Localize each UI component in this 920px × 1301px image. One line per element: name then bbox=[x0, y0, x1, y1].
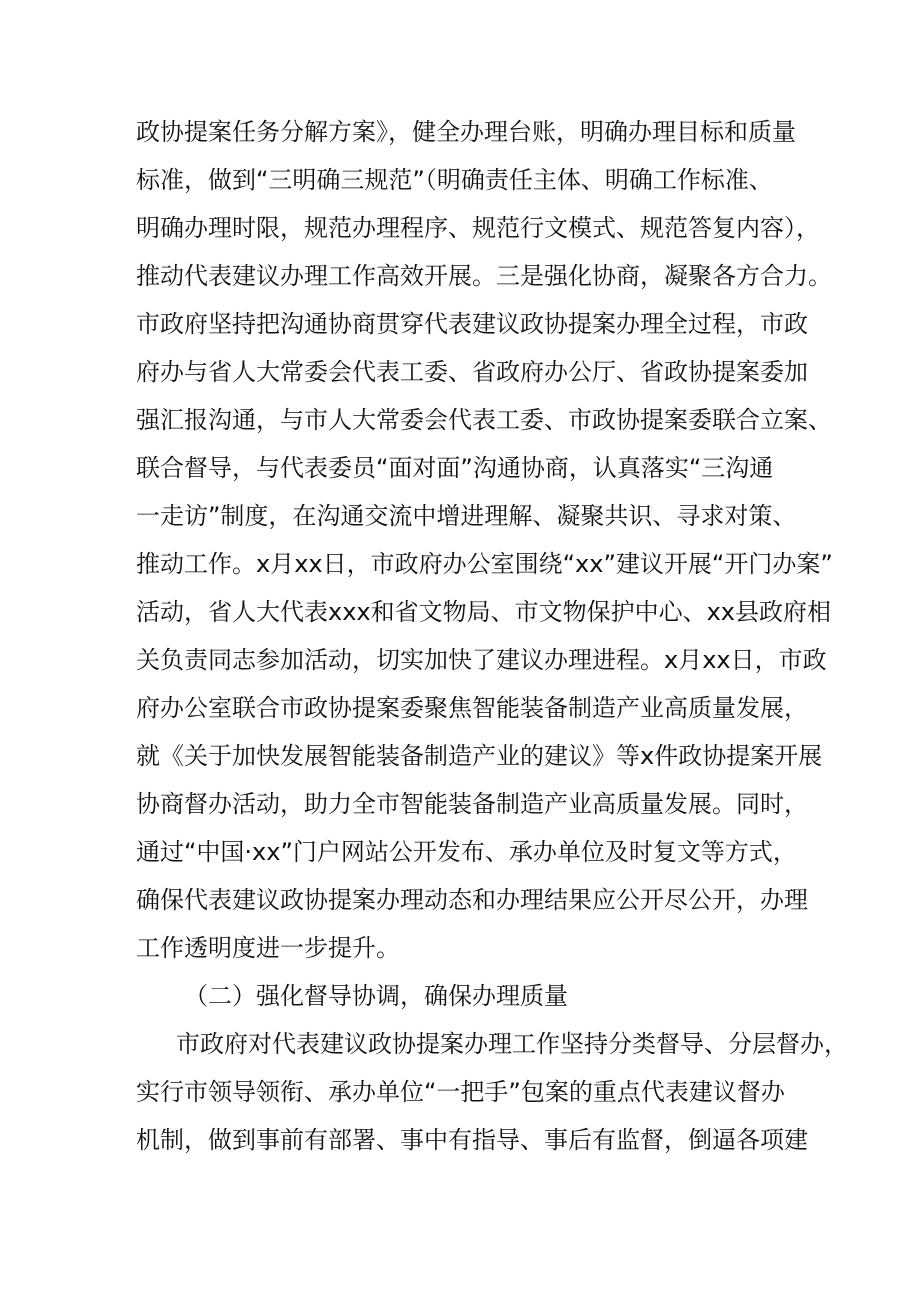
paragraph-2 bbox=[136, 1020, 848, 1164]
text-line: 确保代表建议政协提案办理动态和办理结果应公开尽公开，办理 bbox=[136, 886, 808, 914]
text-line: 府办公室联合市政协提案委聚焦智能装备制造产业高质量发展， bbox=[136, 694, 808, 722]
document-body bbox=[136, 108, 848, 1164]
text-line: 推动代表建议办理工作高效开展。三是强化协商，凝聚各方合力。 bbox=[136, 262, 832, 290]
text-line: 政协提案任务分解方案》，健全办理台账，明确办理目标和质量 bbox=[136, 118, 796, 146]
paragraph-1 bbox=[136, 108, 833, 972]
text-line: 明确办理时限，规范办理程序、规范行文模式、规范答复内容）， bbox=[136, 214, 820, 242]
text-line: 就《关于加快发展智能装备制造产业的建议》等x件政协提案开展 bbox=[136, 742, 823, 770]
text-line: 一走访”制度，在沟通交流中增进理解、凝聚共识、寻求对策、 bbox=[136, 502, 797, 530]
section-heading: （二）强化督导协调，确保办理质量 bbox=[184, 982, 568, 1010]
text-line: 实行市领导领衔、承办单位“一把手”包案的重点代表建议督办 bbox=[136, 1078, 785, 1106]
text-line: 联合督导，与代表委员“面对面”沟通协商，认真落实“三沟通 bbox=[136, 454, 774, 482]
text-line: 标准，做到“三明确三规范”（明确责任主体、明确工作标准、 bbox=[136, 166, 773, 194]
text-line: 强汇报沟通，与市人大常委会代表工委、市政协提案委联合立案、 bbox=[136, 406, 832, 434]
text-line: 市政府坚持把沟通协商贯穿代表建议政协提案办理全过程，市政 bbox=[136, 310, 808, 338]
text-line: 活动，省人大代表xxx和省文物局、市文物保护中心、xx县政府相 bbox=[136, 598, 832, 626]
text-line: 市政府对代表建议政协提案办理工作坚持分类督导、分层督办， bbox=[176, 1030, 848, 1058]
text-line: 通过“中国·xx”门户网站公开发布、承办单位及时复文等方式， bbox=[136, 838, 797, 866]
text-line: 府办与省人大常委会代表工委、省政府办公厅、省政协提案委加 bbox=[136, 358, 808, 386]
text-line: 协商督办活动，助力全市智能装备制造产业高质量发展。同时， bbox=[136, 790, 808, 818]
text-line: 推动工作。x月xx日，市政府办公室围绕“xx”建议开展“开门办案” bbox=[136, 550, 833, 578]
text-line: 关负责同志参加活动，切实加快了建议办理进程。x月xx日，市政 bbox=[136, 646, 827, 674]
text-line: 机制，做到事前有部署、事中有指导、事后有监督，倒逼各项建 bbox=[136, 1126, 808, 1154]
text-line: 工作透明度进一步提升。 bbox=[136, 934, 400, 962]
